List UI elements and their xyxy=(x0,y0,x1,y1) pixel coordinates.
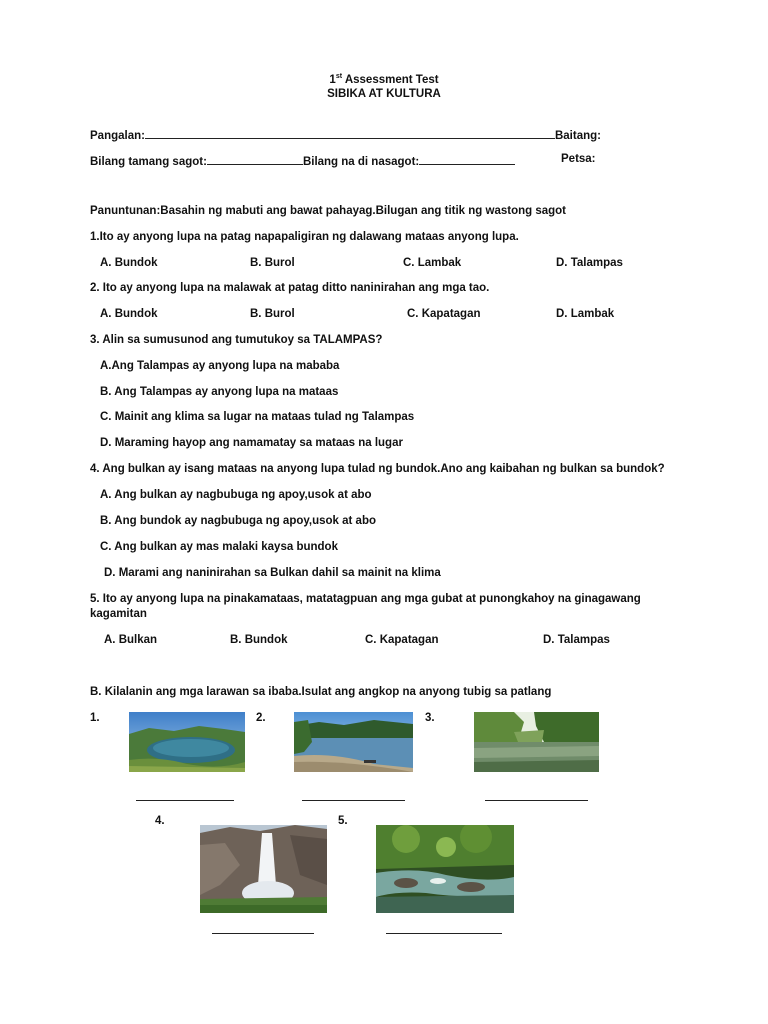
q3-choice-c[interactable]: C. Mainit ang klima sa lugar na mataas tulad ng Talampas xyxy=(100,411,415,423)
wrong-label: Bilang na di nasagot: xyxy=(302,156,420,168)
title-number: 1 xyxy=(329,73,336,86)
item-2-number: 2. xyxy=(256,712,266,724)
question-5-line-2: kagamitan xyxy=(90,608,147,620)
q1-choice-a[interactable]: A. Bundok xyxy=(100,257,158,269)
item-1-number: 1. xyxy=(90,712,100,724)
q2-choice-b[interactable]: B. Burol xyxy=(250,308,295,320)
question-2: 2. Ito ay anyong lupa na malawak at patag ditto naninirahan ang mga tao. xyxy=(90,282,490,294)
q3-choice-a[interactable]: A.Ang Talampas ay anyong lupa na mababa xyxy=(100,360,340,372)
part-b-instructions: B. Kilalanin ang mga larawan sa ibaba.Isulat ang angkop na anyong tubig sa patlang xyxy=(90,686,552,698)
q2-choice-d[interactable]: D. Lambak xyxy=(556,308,615,320)
page-subtitle: SIBIKA AT KULTURA xyxy=(327,88,441,100)
title-text: Assessment Test xyxy=(342,73,439,86)
title-ordinal: st xyxy=(335,73,343,80)
question-3: 3. Alin sa sumusunod ang tumutukoy sa TALAMPAS? xyxy=(90,334,383,346)
name-field xyxy=(90,127,601,142)
stream-photo xyxy=(376,825,514,913)
answer-blank-4[interactable] xyxy=(212,933,314,934)
name-label: Pangalan: xyxy=(90,130,145,142)
q3-choice-b[interactable]: B. Ang Talampas ay anyong lupa na mataas xyxy=(100,386,339,398)
bay-shore-photo xyxy=(294,712,413,772)
q2-choice-c[interactable]: C. Kapatagan xyxy=(407,308,481,320)
q4-choice-d[interactable]: D. Marami ang naninirahan sa Bulkan dahil sa mainit na klima xyxy=(104,567,441,579)
question-5-line-1: 5. Ito ay anyong lupa na pinakamataas, matatagpuan ang mga gubat at punongkahoy na ginagawang xyxy=(90,593,641,605)
q2-choice-a[interactable]: A. Bundok xyxy=(100,308,158,320)
answer-blank-1[interactable] xyxy=(136,800,234,801)
q1-choice-c[interactable]: C. Lambak xyxy=(403,257,462,269)
item-3-number: 3. xyxy=(425,712,435,724)
q1-choice-b[interactable]: B. Burol xyxy=(250,257,295,269)
q4-choice-b[interactable]: B. Ang bundok ay nagbubuga ng apoy,usok at abo xyxy=(100,515,377,527)
grade-label: Baitang: xyxy=(554,130,601,142)
answer-blank-5[interactable] xyxy=(386,933,502,934)
q4-choice-a[interactable]: A. Ang bulkan ay nagbubuga ng apoy,usok at abo xyxy=(100,489,372,501)
score-fields xyxy=(90,153,515,168)
item-5-number: 5. xyxy=(338,815,348,827)
item-4-number: 4. xyxy=(155,815,165,827)
correct-label: Bilang tamang sagot: xyxy=(90,156,207,168)
q5-choice-a[interactable]: A. Bulkan xyxy=(104,634,158,646)
name-blank[interactable] xyxy=(145,127,555,139)
q5-choice-b[interactable]: B. Bundok xyxy=(230,634,288,646)
answer-blank-3[interactable] xyxy=(485,800,588,801)
q5-choice-d[interactable]: D. Talampas xyxy=(543,634,610,646)
q1-choice-d[interactable]: D. Talampas xyxy=(556,257,623,269)
question-1: 1.Ito ay anyong lupa na patag napapaligiran ng dalawang mataas anyong lupa. xyxy=(90,231,519,243)
wrong-blank[interactable] xyxy=(419,153,515,165)
q5-choice-c[interactable]: C. Kapatagan xyxy=(365,634,439,646)
answer-blank-2[interactable] xyxy=(302,800,405,801)
instructions: Panuntunan:Basahin ng mabuti ang bawat pahayag.Bilugan ang titik ng wastong sagot xyxy=(90,205,567,217)
correct-blank[interactable] xyxy=(207,153,303,165)
q4-choice-c[interactable]: C. Ang bulkan ay mas malaki kaysa bundok xyxy=(100,541,338,553)
river-photo xyxy=(474,712,599,772)
page-title xyxy=(0,73,768,86)
q3-choice-d[interactable]: D. Maraming hayop ang namamatay sa mataas na lugar xyxy=(100,437,403,449)
question-4: 4. Ang bulkan ay isang mataas na anyong lupa tulad ng bundok.Ano ang kaibahan ng bulkan sa bundok? xyxy=(90,463,665,475)
crater-lake-photo xyxy=(129,712,245,772)
waterfall-photo xyxy=(200,825,327,913)
date-label: Petsa: xyxy=(561,153,596,165)
